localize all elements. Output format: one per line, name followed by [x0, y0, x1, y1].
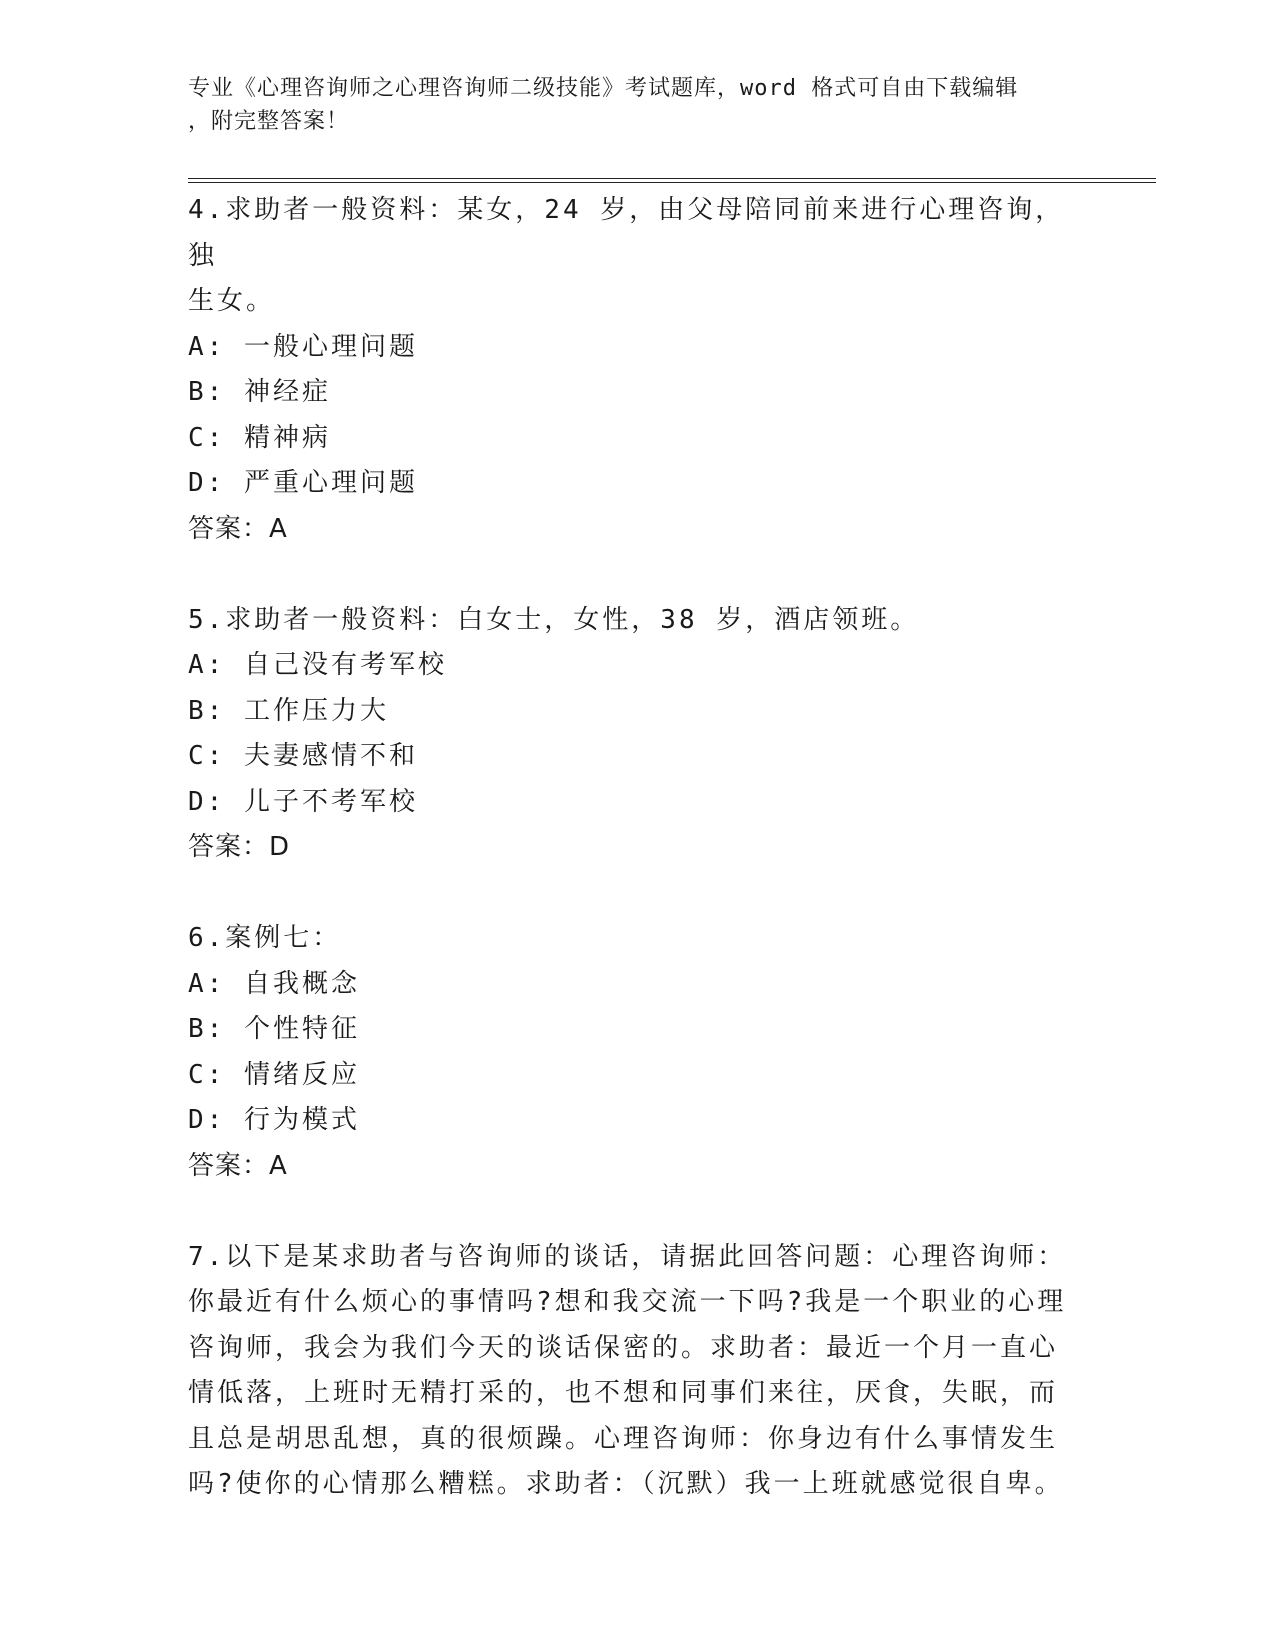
header-line-2: ，附完整答案！: [188, 109, 350, 134]
option-b: B: 工作压力大: [188, 695, 389, 726]
question-text-line: 吗?使你的心情那么糟糕。求助者：（沉默）我一上班就感觉很自卑。: [188, 1469, 1064, 1499]
question-text-line: 且总是胡思乱想，真的很烦躁。心理咨询师：你身边有什么事情发生: [188, 1423, 1059, 1454]
question-4: [188, 188, 1068, 552]
blank-line: [188, 1189, 1068, 1235]
document-header: [188, 72, 1068, 138]
option-a: A: 自我概念: [188, 968, 360, 999]
option-b: B: 个性特征: [188, 1014, 360, 1044]
question-6: [188, 916, 1068, 1189]
question-text-line: 情低落，上班时无精打采的，也不想和同事们来往，厌食，失眠，而: [188, 1378, 1059, 1408]
option-c: C: 情绪反应: [188, 1059, 360, 1090]
header-line-1: 专业《心理咨询师之心理咨询师二级技能》考试题库，word 格式可自由下载编辑: [188, 76, 1019, 101]
question-stem: 4.求助者一般资料：某女，24 岁，由父母陪同前来进行心理咨询，独: [188, 195, 1065, 271]
option-b: B: 神经症: [188, 377, 331, 407]
option-c: C: 夫妻感情不和: [188, 741, 418, 771]
blank-line: [188, 871, 1068, 917]
question-stem-continued: 生女。: [188, 286, 276, 316]
header-double-rule: [188, 178, 1156, 183]
question-7: [188, 1235, 1068, 1508]
option-c: C: 精神病: [188, 422, 331, 453]
answer: 答案：A: [188, 513, 288, 544]
option-d: D: 儿子不考军校: [188, 786, 418, 817]
question-text-line: 你最近有什么烦心的事情吗?想和我交流一下吗?我是一个职业的心理: [188, 1287, 1067, 1317]
option-a: A: 一般心理问题: [188, 331, 418, 362]
document-body: [188, 188, 1068, 1508]
question-stem: 6.案例七：: [188, 923, 342, 953]
question-text-line: 7.以下是某求助者与咨询师的谈话，请据此回答问题：心理咨询师：: [188, 1241, 1067, 1272]
option-d: D: 行为模式: [188, 1105, 360, 1135]
question-stem: 5.求助者一般资料：白女士，女性，38 岁，酒店领班。: [188, 604, 920, 635]
question-text-line: 咨询师，我会为我们今天的谈话保密的。求助者：最近一个月一直心: [188, 1332, 1059, 1363]
option-a: A: 自己没有考军校: [188, 650, 447, 680]
option-d: D: 严重心理问题: [188, 468, 418, 498]
answer: 答案：D: [188, 832, 291, 862]
question-5: [188, 598, 1068, 871]
blank-line: [188, 552, 1068, 598]
answer: 答案：A: [188, 1150, 288, 1181]
